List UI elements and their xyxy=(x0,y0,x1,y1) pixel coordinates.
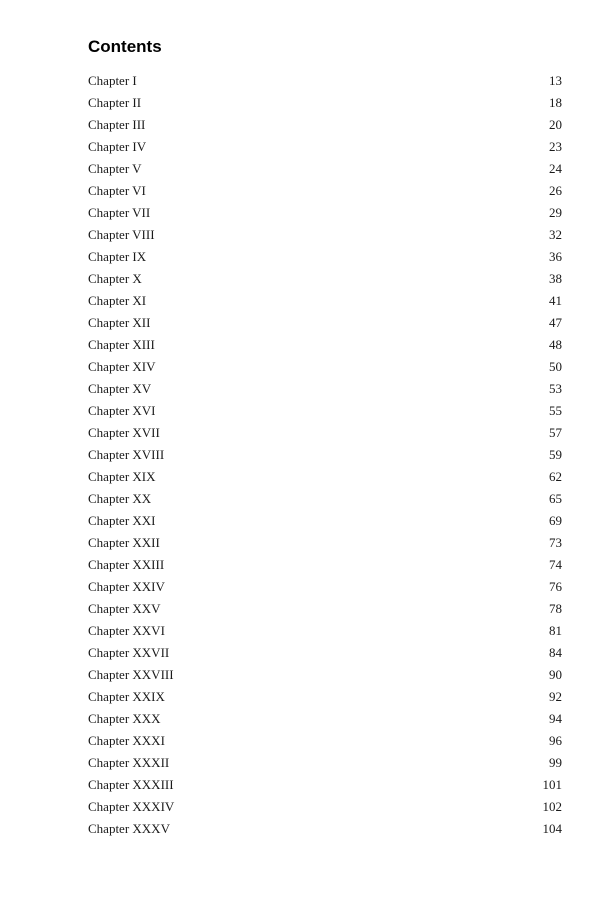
toc-entry-title: Chapter IX xyxy=(88,249,147,264)
toc-entry[interactable] xyxy=(88,510,562,532)
toc-entry-title: Chapter XX xyxy=(88,491,152,506)
toc-entry[interactable] xyxy=(88,708,562,730)
toc-entry-page-number: 59 xyxy=(549,447,562,462)
toc-entry-page-number: 29 xyxy=(549,205,562,220)
toc-entry-title: Chapter VII xyxy=(88,205,151,220)
toc-entry[interactable] xyxy=(88,114,562,136)
toc-entry[interactable] xyxy=(88,334,562,356)
toc-entry-page-number: 99 xyxy=(549,755,562,770)
toc-entry[interactable] xyxy=(88,796,562,818)
toc-entry-title: Chapter XXIII xyxy=(88,557,165,572)
toc-entry[interactable] xyxy=(88,290,562,312)
toc-entry-title: Chapter XIV xyxy=(88,359,156,374)
toc-entry-title: Chapter VIII xyxy=(88,227,155,242)
toc-entry[interactable] xyxy=(88,180,562,202)
toc-entry-page-number: 96 xyxy=(549,733,562,748)
contents-page xyxy=(88,36,562,840)
toc-entry[interactable] xyxy=(88,268,562,290)
toc-entry-title: Chapter XVII xyxy=(88,425,160,440)
toc-entry[interactable] xyxy=(88,378,562,400)
toc-entry-page-number: 104 xyxy=(542,821,562,836)
toc-entry-title: Chapter XXX xyxy=(88,711,161,726)
toc-entry-title: Chapter XXV xyxy=(88,601,161,616)
toc-entry[interactable] xyxy=(88,774,562,796)
toc-entry[interactable] xyxy=(88,686,562,708)
toc-entry[interactable] xyxy=(88,246,562,268)
toc-entry[interactable] xyxy=(88,488,562,510)
toc-entry-title: Chapter XXVII xyxy=(88,645,170,660)
toc-entry[interactable] xyxy=(88,664,562,686)
toc-entry-page-number: 41 xyxy=(549,293,562,308)
toc-entry[interactable] xyxy=(88,444,562,466)
toc-entry-page-number: 48 xyxy=(549,337,562,352)
toc-entry-title: Chapter XXXI xyxy=(88,733,165,748)
toc-entry[interactable] xyxy=(88,356,562,378)
toc-entry-title: Chapter V xyxy=(88,161,142,176)
toc-entry[interactable] xyxy=(88,818,562,840)
toc-entry-title: Chapter XVI xyxy=(88,403,156,418)
toc-entry-page-number: 62 xyxy=(549,469,562,484)
toc-entry-page-number: 74 xyxy=(549,557,562,572)
toc-entry-page-number: 73 xyxy=(549,535,562,550)
toc-entry-title: Chapter XXXII xyxy=(88,755,170,770)
toc-entry-page-number: 38 xyxy=(549,271,562,286)
toc-entry[interactable] xyxy=(88,136,562,158)
toc-entry-title: Chapter VI xyxy=(88,183,146,198)
toc-entry[interactable] xyxy=(88,466,562,488)
toc-entry-page-number: 13 xyxy=(549,73,562,88)
toc-entry-page-number: 57 xyxy=(549,425,562,440)
toc-entry[interactable] xyxy=(88,554,562,576)
toc-entry[interactable] xyxy=(88,422,562,444)
contents-heading: Contents xyxy=(88,37,162,56)
toc-entry-page-number: 102 xyxy=(542,799,562,814)
toc-entry-title: Chapter III xyxy=(88,117,146,132)
toc-entry-title: Chapter IV xyxy=(88,139,147,154)
toc-entry-page-number: 20 xyxy=(549,117,562,132)
toc-entry-page-number: 65 xyxy=(549,491,562,506)
toc-entry-title: Chapter XXVI xyxy=(88,623,165,638)
toc-entry-page-number: 32 xyxy=(549,227,562,242)
toc-entry[interactable] xyxy=(88,598,562,620)
toc-entry-page-number: 53 xyxy=(549,381,562,396)
toc-entry-page-number: 81 xyxy=(549,623,562,638)
toc-entry-page-number: 69 xyxy=(549,513,562,528)
toc-entry-page-number: 18 xyxy=(549,95,562,110)
toc-entry[interactable] xyxy=(88,576,562,598)
toc-entry-title: Chapter XVIII xyxy=(88,447,165,462)
toc-entry-page-number: 47 xyxy=(549,315,562,330)
toc-entry-title: Chapter XXVIII xyxy=(88,667,174,682)
toc-entry[interactable] xyxy=(88,532,562,554)
toc-entry-title: Chapter XXIX xyxy=(88,689,165,704)
toc-entry-page-number: 78 xyxy=(549,601,562,616)
toc-entry[interactable] xyxy=(88,70,562,92)
toc-entry-page-number: 101 xyxy=(542,777,562,792)
toc-entry-title: Chapter II xyxy=(88,95,142,110)
toc-entry-title: Chapter XXII xyxy=(88,535,160,550)
toc-list xyxy=(88,70,562,840)
toc-entry[interactable] xyxy=(88,92,562,114)
toc-entry-title: Chapter I xyxy=(88,73,137,88)
toc-entry-page-number: 55 xyxy=(549,403,562,418)
toc-entry-page-number: 36 xyxy=(549,249,562,264)
toc-entry[interactable] xyxy=(88,642,562,664)
toc-entry[interactable] xyxy=(88,224,562,246)
toc-entry-page-number: 26 xyxy=(549,183,562,198)
toc-entry-page-number: 50 xyxy=(549,359,562,374)
toc-entry-title: Chapter XIII xyxy=(88,337,155,352)
toc-entry-title: Chapter XXXIII xyxy=(88,777,174,792)
toc-entry-title: Chapter XXXV xyxy=(88,821,170,836)
toc-entry[interactable] xyxy=(88,312,562,334)
toc-entry-page-number: 92 xyxy=(549,689,562,704)
toc-entry-title: Chapter XXXIV xyxy=(88,799,175,814)
toc-entry-page-number: 23 xyxy=(549,139,562,154)
toc-entry[interactable] xyxy=(88,158,562,180)
toc-entry-page-number: 76 xyxy=(549,579,562,594)
toc-entry[interactable] xyxy=(88,400,562,422)
toc-entry-title: Chapter XI xyxy=(88,293,147,308)
toc-entry-title: Chapter XXIV xyxy=(88,579,165,594)
toc-entry[interactable] xyxy=(88,730,562,752)
toc-entry-title: Chapter XV xyxy=(88,381,152,396)
toc-entry[interactable] xyxy=(88,752,562,774)
toc-entry-title: Chapter XIX xyxy=(88,469,156,484)
toc-entry[interactable] xyxy=(88,620,562,642)
toc-entry-page-number: 84 xyxy=(549,645,562,660)
toc-entry[interactable] xyxy=(88,202,562,224)
toc-entry-title: Chapter XII xyxy=(88,315,151,330)
toc-entry-title: Chapter XXI xyxy=(88,513,156,528)
toc-entry-page-number: 24 xyxy=(549,161,562,176)
toc-entry-page-number: 94 xyxy=(549,711,562,726)
toc-entry-page-number: 90 xyxy=(549,667,562,682)
toc-entry-title: Chapter X xyxy=(88,271,142,286)
